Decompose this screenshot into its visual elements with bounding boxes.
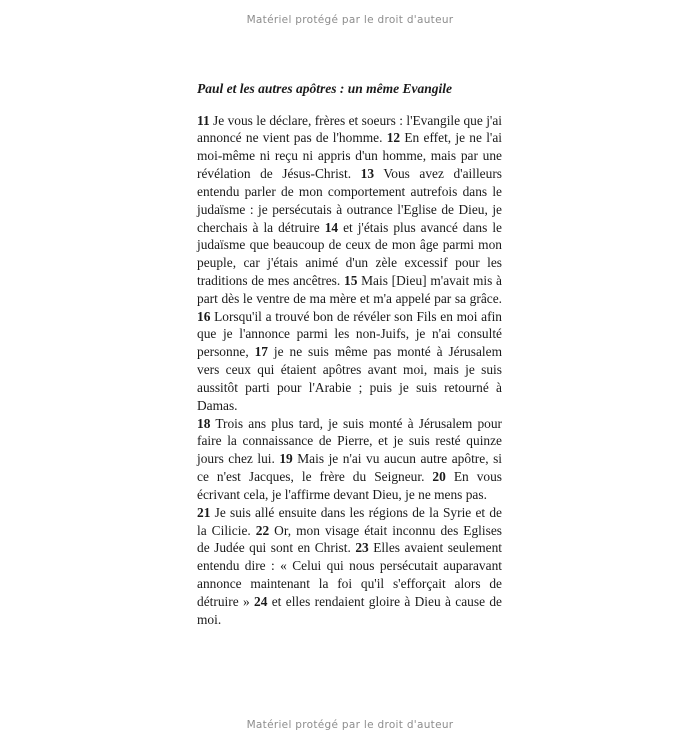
body-paragraph: 18 Trois ans plus tard, je suis monté à Jérusalem pour faire la connaissance de Pierre, et je suis resté quinze jours chez lui. 19 Mais je n'ai vu aucun autre apôtre, si ce n'est Jacques, le frère du Seigneur. 20 En vous écrivant cela, je l'affirme devant Dieu, je ne mens pas. [197, 415, 502, 502]
section-heading: Paul et les autres apôtres : un même Evangile [197, 81, 452, 96]
page-text-column [197, 80, 502, 629]
body-paragraph: 21 Je suis allé ensuite dans les régions de la Syrie et de la Cilicie. 22 Or, mon visage était inconnu des Eglises de Judée qui sont en Christ. 23 Elles avaient seulement entendu dire : « Celui qui nous persécutait auparavant annonce maintenant la foi qu'il s'efforçait alors de détruire » 24 et elles rendaient gloire à Dieu à cause de moi. [197, 504, 502, 627]
copyright-watermark-bottom: Matériel protégé par le droit d'auteur [246, 719, 454, 731]
copyright-watermark-top: Matériel protégé par le droit d'auteur [246, 14, 454, 26]
body-paragraph: 11 Je vous le déclare, frères et soeurs : l'Evangile que j'ai annoncé ne vient pas de l'homme. 12 En effet, je ne l'ai moi-même ni reçu ni appris d'un homme, mais par une révélation de Jésus-Christ. 13 Vous avez d'ailleurs entendu parler de mon comportement autrefois dans le judaïsme : je persécutais à outrance l'Eglise de Dieu, je cherchais à la détruire 14 et j'étais plus avancé dans le judaïsme que beaucoup de ceux de mon âge parmi mon peuple, car j'étais animé d'un zèle excessif pour les traditions de mes ancêtres. 15 Mais [Dieu] m'avait mis à part dès le ventre de ma mère et m'a appelé par sa grâce. 16 Lorsqu'il a trouvé bon de révéler son Fils en moi afin que je l'annonce parmi les non-Juifs, je n'ai consulté personne, 17 je ne suis même pas monté à Jérusalem vers ceux qui étaient apôtres avant moi, mais je suis aussitôt parti pour l'Arabie ; puis je suis retourné à Damas. [197, 112, 503, 413]
